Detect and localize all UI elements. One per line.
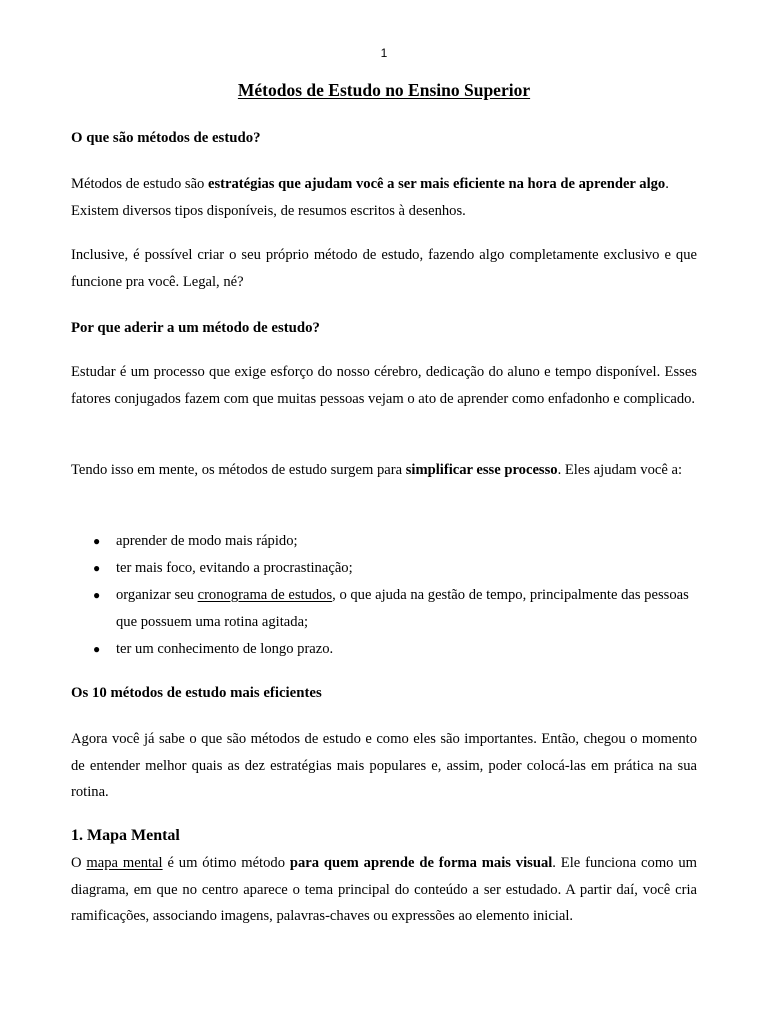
paragraph-text: O bbox=[71, 855, 87, 871]
paragraph-text: Métodos de estudo são bbox=[71, 176, 209, 192]
bullet-icon: ● bbox=[93, 534, 101, 548]
paragraph-text: . Existem diversos tipos disponíveis, de resumos escritos à desenhos. bbox=[71, 176, 669, 219]
link-mind-map[interactable]: mapa mental bbox=[86, 855, 163, 871]
benefits-list bbox=[71, 528, 697, 663]
paragraph-custom-method: Inclusive, é possível criar o seu próprio método de estudo, fazendo algo completamente exclusivo e que funcione pra você. Legal, né? bbox=[71, 247, 697, 290]
section-heading-top-10: Os 10 métodos de estudo mais eficientes bbox=[71, 685, 322, 701]
paragraph-text: é um ótimo método bbox=[162, 855, 290, 871]
list-item bbox=[71, 636, 697, 663]
section-heading-why-adopt: Por que aderir a um método de estudo? bbox=[71, 320, 320, 336]
document-title: Métodos de Estudo no Ensino Superior bbox=[237, 80, 531, 100]
paragraph-text: . Ele funciona como um diagrama, em que no centro aparece o tema principal do conteúdo a ser estudado. A partir daí, você cria ramificações, associando imagens, palavras-chaves ou expressões ao elemento inicial. bbox=[71, 855, 697, 924]
list-item-text: , o que ajuda na gestão de tempo, principalmente das pessoas que possuem uma rotina agitada; bbox=[116, 587, 689, 630]
paragraph-definition bbox=[71, 171, 697, 224]
section-heading-mind-map: 1. Mapa Mental bbox=[71, 827, 180, 844]
link-study-schedule[interactable]: cronograma de estudos bbox=[197, 587, 333, 603]
emphasis-text: simplificar esse processo bbox=[405, 462, 558, 478]
bullet-icon: ● bbox=[93, 561, 101, 575]
paragraph-mind-map bbox=[71, 850, 697, 930]
bullet-icon: ● bbox=[93, 588, 101, 602]
list-item-text: ter mais foco, evitando a procrastinação; bbox=[116, 560, 353, 576]
bullet-icon: ● bbox=[93, 642, 101, 656]
paragraph-text: . Eles ajudam você a: bbox=[557, 462, 682, 478]
section-heading-what-are-study-methods: O que são métodos de estudo? bbox=[71, 130, 261, 146]
page-number: 1 bbox=[380, 46, 388, 60]
paragraph-intro-methods: Agora você já sabe o que são métodos de estudo e como eles são importantes. Então, chegou o momento de entender melhor quais as dez estratégias mais populares e, assim, poder colocá-las em prática na sua rotina. bbox=[71, 731, 697, 800]
list-item bbox=[71, 555, 697, 582]
list-item-text: organizar seu bbox=[116, 587, 198, 603]
paragraph-text: Tendo isso em mente, os métodos de estudo surgem para bbox=[71, 462, 406, 478]
emphasis-text: para quem aprende de forma mais visual bbox=[289, 855, 553, 871]
list-item bbox=[71, 582, 697, 636]
list-item-text: ter um conhecimento de longo prazo. bbox=[116, 641, 334, 657]
list-item-text: aprender de modo mais rápido; bbox=[116, 533, 298, 549]
emphasis-text: estratégias que ajudam você a ser mais eficiente na hora de aprender algo bbox=[208, 176, 666, 192]
paragraph-studying-effort: Estudar é um processo que exige esforço do nosso cérebro, dedicação do aluno e tempo disponível. Esses fatores conjugados fazem com que muitas pessoas vejam o ato de aprender como enfadonho e complicado. bbox=[71, 364, 697, 407]
paragraph-simplify bbox=[71, 457, 697, 484]
list-item bbox=[71, 528, 697, 555]
